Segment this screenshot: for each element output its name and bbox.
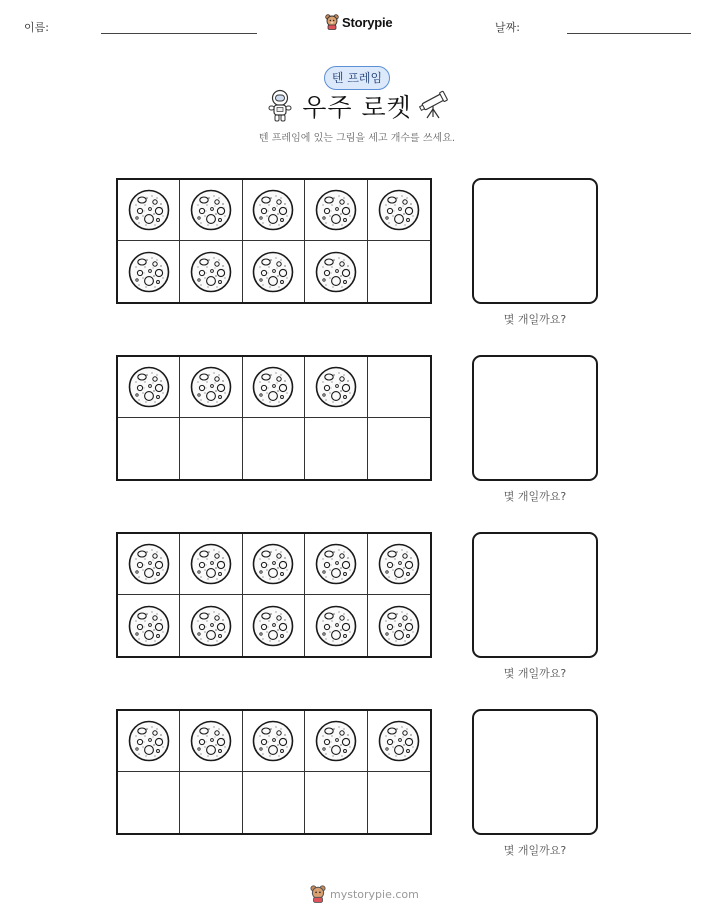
moon-icon (315, 543, 357, 585)
answer-box-2[interactable] (472, 355, 598, 481)
name-line[interactable] (101, 33, 257, 34)
ten-frame-cell (243, 180, 305, 241)
moon-icon (190, 251, 232, 293)
footer-url[interactable]: mystorypie.com (330, 887, 419, 901)
moon-icon (315, 251, 357, 293)
ten-frame-cell (118, 418, 180, 479)
ten-frame-cell (180, 180, 242, 241)
moon-icon (190, 605, 232, 647)
moon-icon (128, 366, 170, 408)
ten-frame-cell (118, 595, 180, 656)
ten-frame-cell (305, 534, 367, 595)
ten-frame-cell (180, 772, 242, 833)
ten-frame-cell (243, 595, 305, 656)
moon-icon (378, 720, 420, 762)
moon-icon (128, 251, 170, 293)
ten-frame-cell (305, 357, 367, 418)
ten-frame-cell (368, 711, 430, 772)
moon-icon (128, 605, 170, 647)
question-label: 몇 개일까요? (503, 667, 567, 680)
ten-frame-cell (368, 241, 430, 302)
ten-frame-cell (305, 772, 367, 833)
ten-frame-cell (243, 534, 305, 595)
ten-frame-2 (116, 355, 432, 481)
ten-frame-cell (243, 711, 305, 772)
ten-frame-cell (118, 772, 180, 833)
question-label: 몇 개일까요? (503, 313, 567, 326)
brand-logo (325, 14, 392, 30)
moon-icon (252, 189, 294, 231)
ten-frame-1 (116, 178, 432, 304)
ten-frame-4 (116, 709, 432, 835)
ten-frame-cell (305, 241, 367, 302)
moon-icon (315, 605, 357, 647)
moon-icon (315, 366, 357, 408)
moon-icon (378, 605, 420, 647)
moon-icon (378, 543, 420, 585)
ten-frame-cell (180, 357, 242, 418)
moon-icon (252, 366, 294, 408)
moon-icon (315, 720, 357, 762)
moon-icon (190, 543, 232, 585)
ten-frame-cell (180, 534, 242, 595)
moon-icon (128, 720, 170, 762)
ten-frame-cell (368, 595, 430, 656)
page-title: 우주 로켓 (302, 93, 412, 122)
ten-frame-cell (118, 711, 180, 772)
moon-icon (128, 543, 170, 585)
moon-icon (252, 251, 294, 293)
brand-name: Storypie (342, 14, 393, 30)
moon-icon (190, 366, 232, 408)
moon-icon (190, 189, 232, 231)
ten-frame-cell (305, 711, 367, 772)
ten-frame-cell (243, 241, 305, 302)
moon-icon (252, 720, 294, 762)
moon-icon (128, 189, 170, 231)
moon-icon (252, 605, 294, 647)
date-label: 날짜: (495, 21, 520, 34)
ten-frame-cell (180, 711, 242, 772)
name-label: 이름: (24, 21, 49, 34)
instructions: 텐 프레임에 있는 그림을 세고 개수를 쓰세요. (258, 133, 456, 144)
ten-frame-3 (116, 532, 432, 658)
ten-frame-cell (305, 180, 367, 241)
ten-frame-cell (305, 595, 367, 656)
ten-frame-cell (243, 418, 305, 479)
ten-frame-cell (243, 772, 305, 833)
moon-icon (378, 189, 420, 231)
date-line[interactable] (567, 33, 691, 34)
ten-frame-cell (368, 534, 430, 595)
ten-frame-cell (118, 180, 180, 241)
category-badge: 텐 프레임 (324, 66, 390, 90)
question-label: 몇 개일까요? (503, 490, 567, 503)
ten-frame-cell (180, 595, 242, 656)
ten-frame-cell (368, 357, 430, 418)
telescope-icon (418, 90, 450, 120)
question-label: 몇 개일까요? (503, 844, 567, 857)
moon-icon (190, 720, 232, 762)
ten-frame-cell (368, 418, 430, 479)
ten-frame-cell (180, 241, 242, 302)
answer-box-1[interactable] (472, 178, 598, 304)
ten-frame-cell (118, 241, 180, 302)
ten-frame-cell (368, 180, 430, 241)
footer (310, 885, 419, 903)
ten-frame-cell (305, 418, 367, 479)
ten-frame-cell (368, 772, 430, 833)
ten-frame-cell (118, 534, 180, 595)
answer-box-3[interactable] (472, 532, 598, 658)
ten-frame-cell (180, 418, 242, 479)
bear-icon (325, 14, 339, 30)
answer-box-4[interactable] (472, 709, 598, 835)
moon-icon (315, 189, 357, 231)
moon-icon (252, 543, 294, 585)
ten-frame-cell (243, 357, 305, 418)
bear-icon (310, 885, 326, 903)
ten-frame-cell (118, 357, 180, 418)
